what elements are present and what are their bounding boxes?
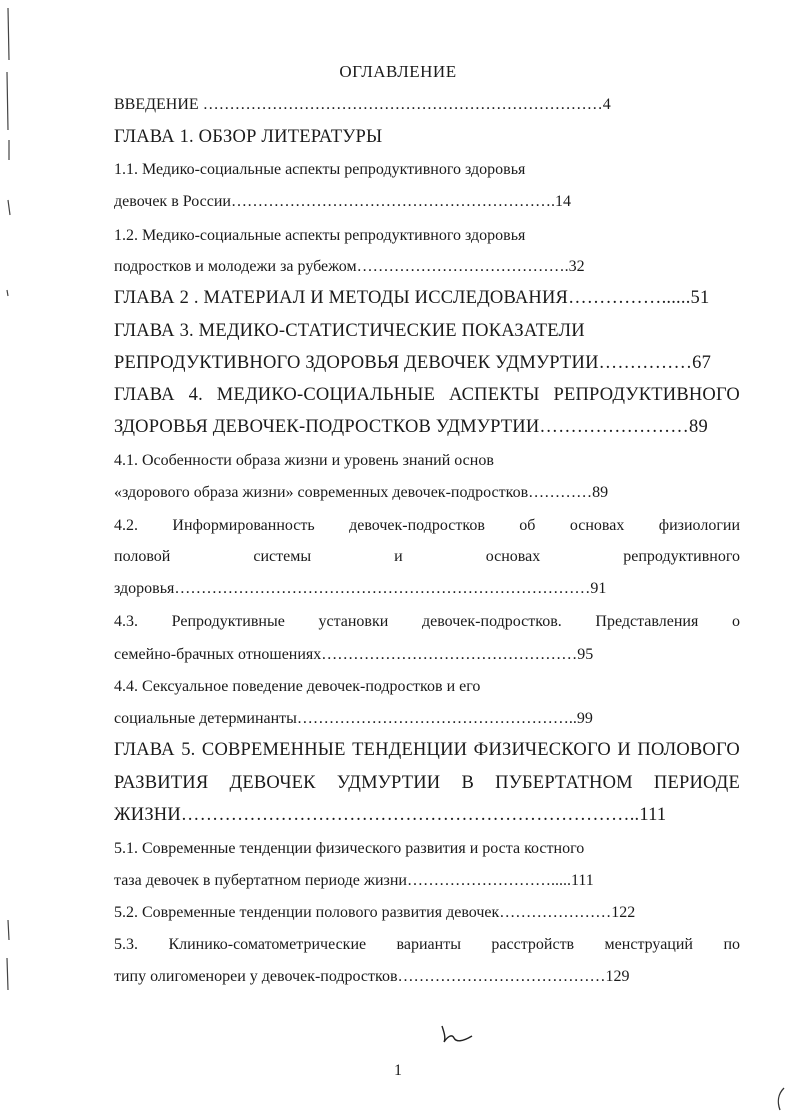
toc-line: 1.2. Медико-социальные аспекты репродуктивного здоровья [114, 227, 526, 244]
toc-line: РЕПРОДУКТИВНОГО ЗДОРОВЬЯ ДЕВОЧЕК УДМУРТИИ……………67 [114, 353, 712, 373]
page-title: ОГЛАВЛЕНИЕ [339, 62, 457, 81]
page-number: 1 [394, 1062, 402, 1079]
toc-line: 1.1. Медико-социальные аспекты репродуктивного здоровья [114, 161, 526, 178]
toc-line: «здорового образа жизни» современных девочек-подростков…………89 [114, 484, 609, 501]
toc-line: 5.1. Современные тенденции физического развития и роста костного [114, 840, 585, 857]
toc-line: 4.4. Сексуальное поведение девочек-подростков и его [114, 678, 481, 695]
corner-mark [774, 1086, 788, 1112]
toc-line: семейно-брачных отношениях…………………………………………95 [114, 646, 594, 663]
toc-line: ГЛАВА 5. СОВРЕМЕННЫЕ ТЕНДЕНЦИИ ФИЗИЧЕСКОГО И ПОЛОВОГО [114, 740, 740, 760]
toc-line: 5.3. Клинико-соматометрические варианты расстройств менструаций по [114, 936, 740, 953]
toc-line: ЖИЗНИ………………………………………………………………..111 [114, 805, 667, 825]
toc-line: ГЛАВА 2 . МАТЕРИАЛ И МЕТОДЫ ИССЛЕДОВАНИЯ……………......51 [114, 288, 710, 308]
toc-line: ЗДОРОВЬЯ ДЕВОЧЕК-ПОДРОСТКОВ УДМУРТИИ……………………89 [114, 417, 708, 437]
toc-line: РАЗВИТИЯ ДЕВОЧЕК УДМУРТИИ В ПУБЕРТАТНОМ ПЕРИОДЕ [114, 773, 740, 793]
toc-line: половой системы и основах репродуктивного [114, 548, 740, 565]
toc-line: таза девочек в пубертатном периоде жизни……………………….....111 [114, 872, 594, 889]
toc-line: 5.2. Современные тенденции полового развития девочек…………………122 [114, 904, 636, 921]
toc-line: девочек в России…………………………………………………….14 [114, 193, 571, 210]
toc-line: ГЛАВА 1. ОБЗОР ЛИТЕРАТУРЫ [114, 127, 383, 147]
toc-line: типу олигоменореи у девочек-подростков…………………………………129 [114, 968, 630, 985]
handwritten-initials [438, 1022, 478, 1046]
toc-line: здоровья……………………………………………………………………91 [114, 580, 607, 597]
toc-line: 4.3. Репродуктивные установки девочек-подростков. Представления о [114, 613, 740, 630]
toc-line: ГЛАВА 4. МЕДИКО-СОЦИАЛЬНЫЕ АСПЕКТЫ РЕПРОДУКТИВНОГО [114, 385, 740, 405]
scan-edge-marks [0, 0, 30, 1114]
toc-line: ВВЕДЕНИЕ …………………………………………………………………4 [114, 96, 611, 113]
toc-line: ГЛАВА 3. МЕДИКО-СТАТИСТИЧЕСКИЕ ПОКАЗАТЕЛИ [114, 321, 585, 341]
toc-line: социальные детерминанты……………………………………………..99 [114, 710, 593, 727]
toc-line: 4.2. Информированность девочек-подростков об основах физиологии [114, 517, 740, 534]
toc-line: подростков и молодежи за рубежом………………………………….32 [114, 258, 585, 275]
toc-line: 4.1. Особенности образа жизни и уровень знаний основ [114, 452, 494, 469]
